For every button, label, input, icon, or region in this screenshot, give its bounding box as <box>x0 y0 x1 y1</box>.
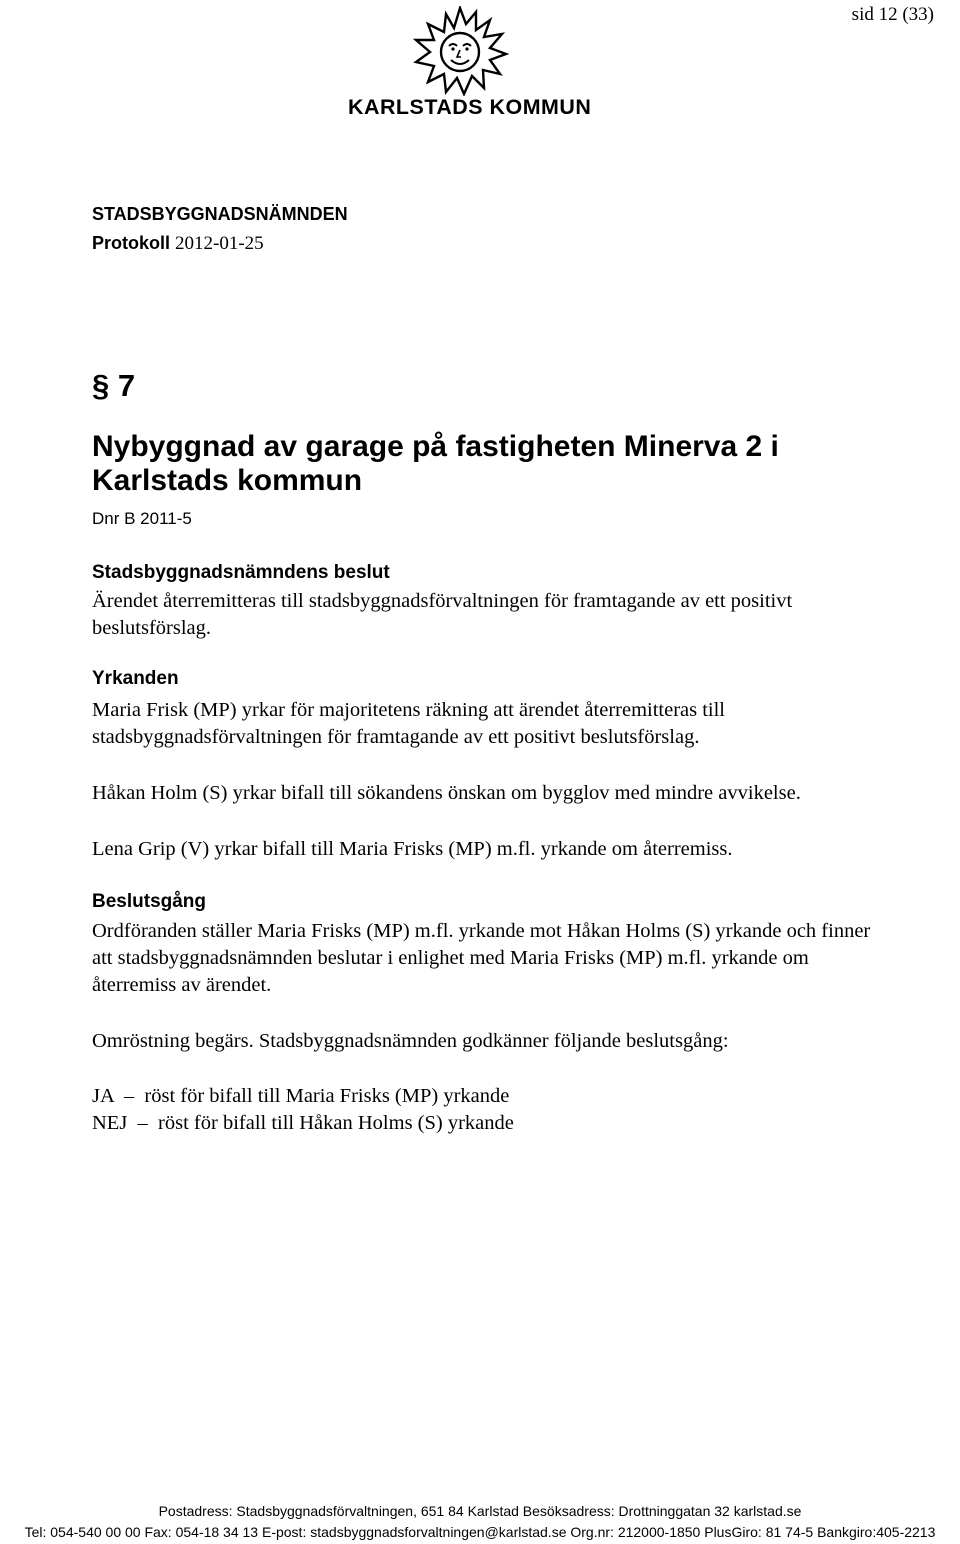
section-number: § 7 <box>92 368 136 403</box>
page-title: Nybyggnad av garage på fastigheten Minerva 2 i Karlstads kommun <box>92 430 779 497</box>
vote-request-text: Omröstning begärs. Stadsbyggnadsnämnden godkänner följande beslutsgång: <box>92 1030 729 1052</box>
sun-icon <box>410 6 510 96</box>
footer-address: Postadress: Stadsbyggnadsförvaltningen, 651 84 Karlstad Besöksadress: Drottninggatan 32 karlstad.se <box>158 1503 802 1519</box>
org-name: STADSBYGGNADSNÄMNDEN <box>92 204 348 224</box>
vote-option-yes: JA – röst för bifall till Maria Frisks (MP) yrkande <box>92 1085 510 1107</box>
claim-paragraph: Lena Grip (V) yrkar bifall till Maria Frisks (MP) m.fl. yrkande om återremiss. <box>92 838 733 860</box>
footer-contact: Tel: 054-540 00 00 Fax: 054-18 34 13 E-post: stadsbyggnadsforvaltningen@karlstad.se Org.nr: 212000-1850 PlusGiro: 81 74-5 Bankgiro:405-2213 <box>24 1524 936 1540</box>
procedure-text: Ordföranden ställer Maria Frisks (MP) m.fl. yrkande mot Håkan Holms (S) yrkande och finner att stadsbyggnadsnämnden beslutar i enlighet med Maria Frisks (MP) m.fl. yrkande om återremiss av ärendet. <box>92 920 871 996</box>
claim-paragraph: Maria Frisk (MP) yrkar för majoritetens räkning att ärendet återremitteras till stadsbyggnadsförvaltningen för framtagande av ett positivt beslutsförslag. <box>92 699 726 748</box>
claims-heading: Yrkanden <box>92 668 179 689</box>
protocol-label: Protokoll <box>92 233 171 253</box>
municipality-logo <box>348 6 598 124</box>
decision-text: Ärendet återremitteras till stadsbyggnadsförvaltningen för framtagande av ett positivt beslutsförslag. <box>92 590 793 639</box>
protocol-date: 2012-01-25 <box>175 233 264 254</box>
case-number: Dnr B 2011-5 <box>92 509 192 528</box>
vote-options <box>92 1083 514 1137</box>
procedure-heading: Beslutsgång <box>92 891 207 912</box>
claim-paragraph: Håkan Holm (S) yrkar bifall till sökandens önskan om bygglov med mindre avvikelse. <box>92 782 801 804</box>
decision-heading: Stadsbyggnadsnämndens beslut <box>92 562 390 583</box>
page-number: sid 12 (33) <box>851 4 934 25</box>
logo-wordmark: KARLSTADS KOMMUN <box>348 96 592 119</box>
protocol-line <box>92 233 264 255</box>
vote-option-no: NEJ – röst för bifall till Håkan Holms (S) yrkande <box>92 1112 514 1134</box>
